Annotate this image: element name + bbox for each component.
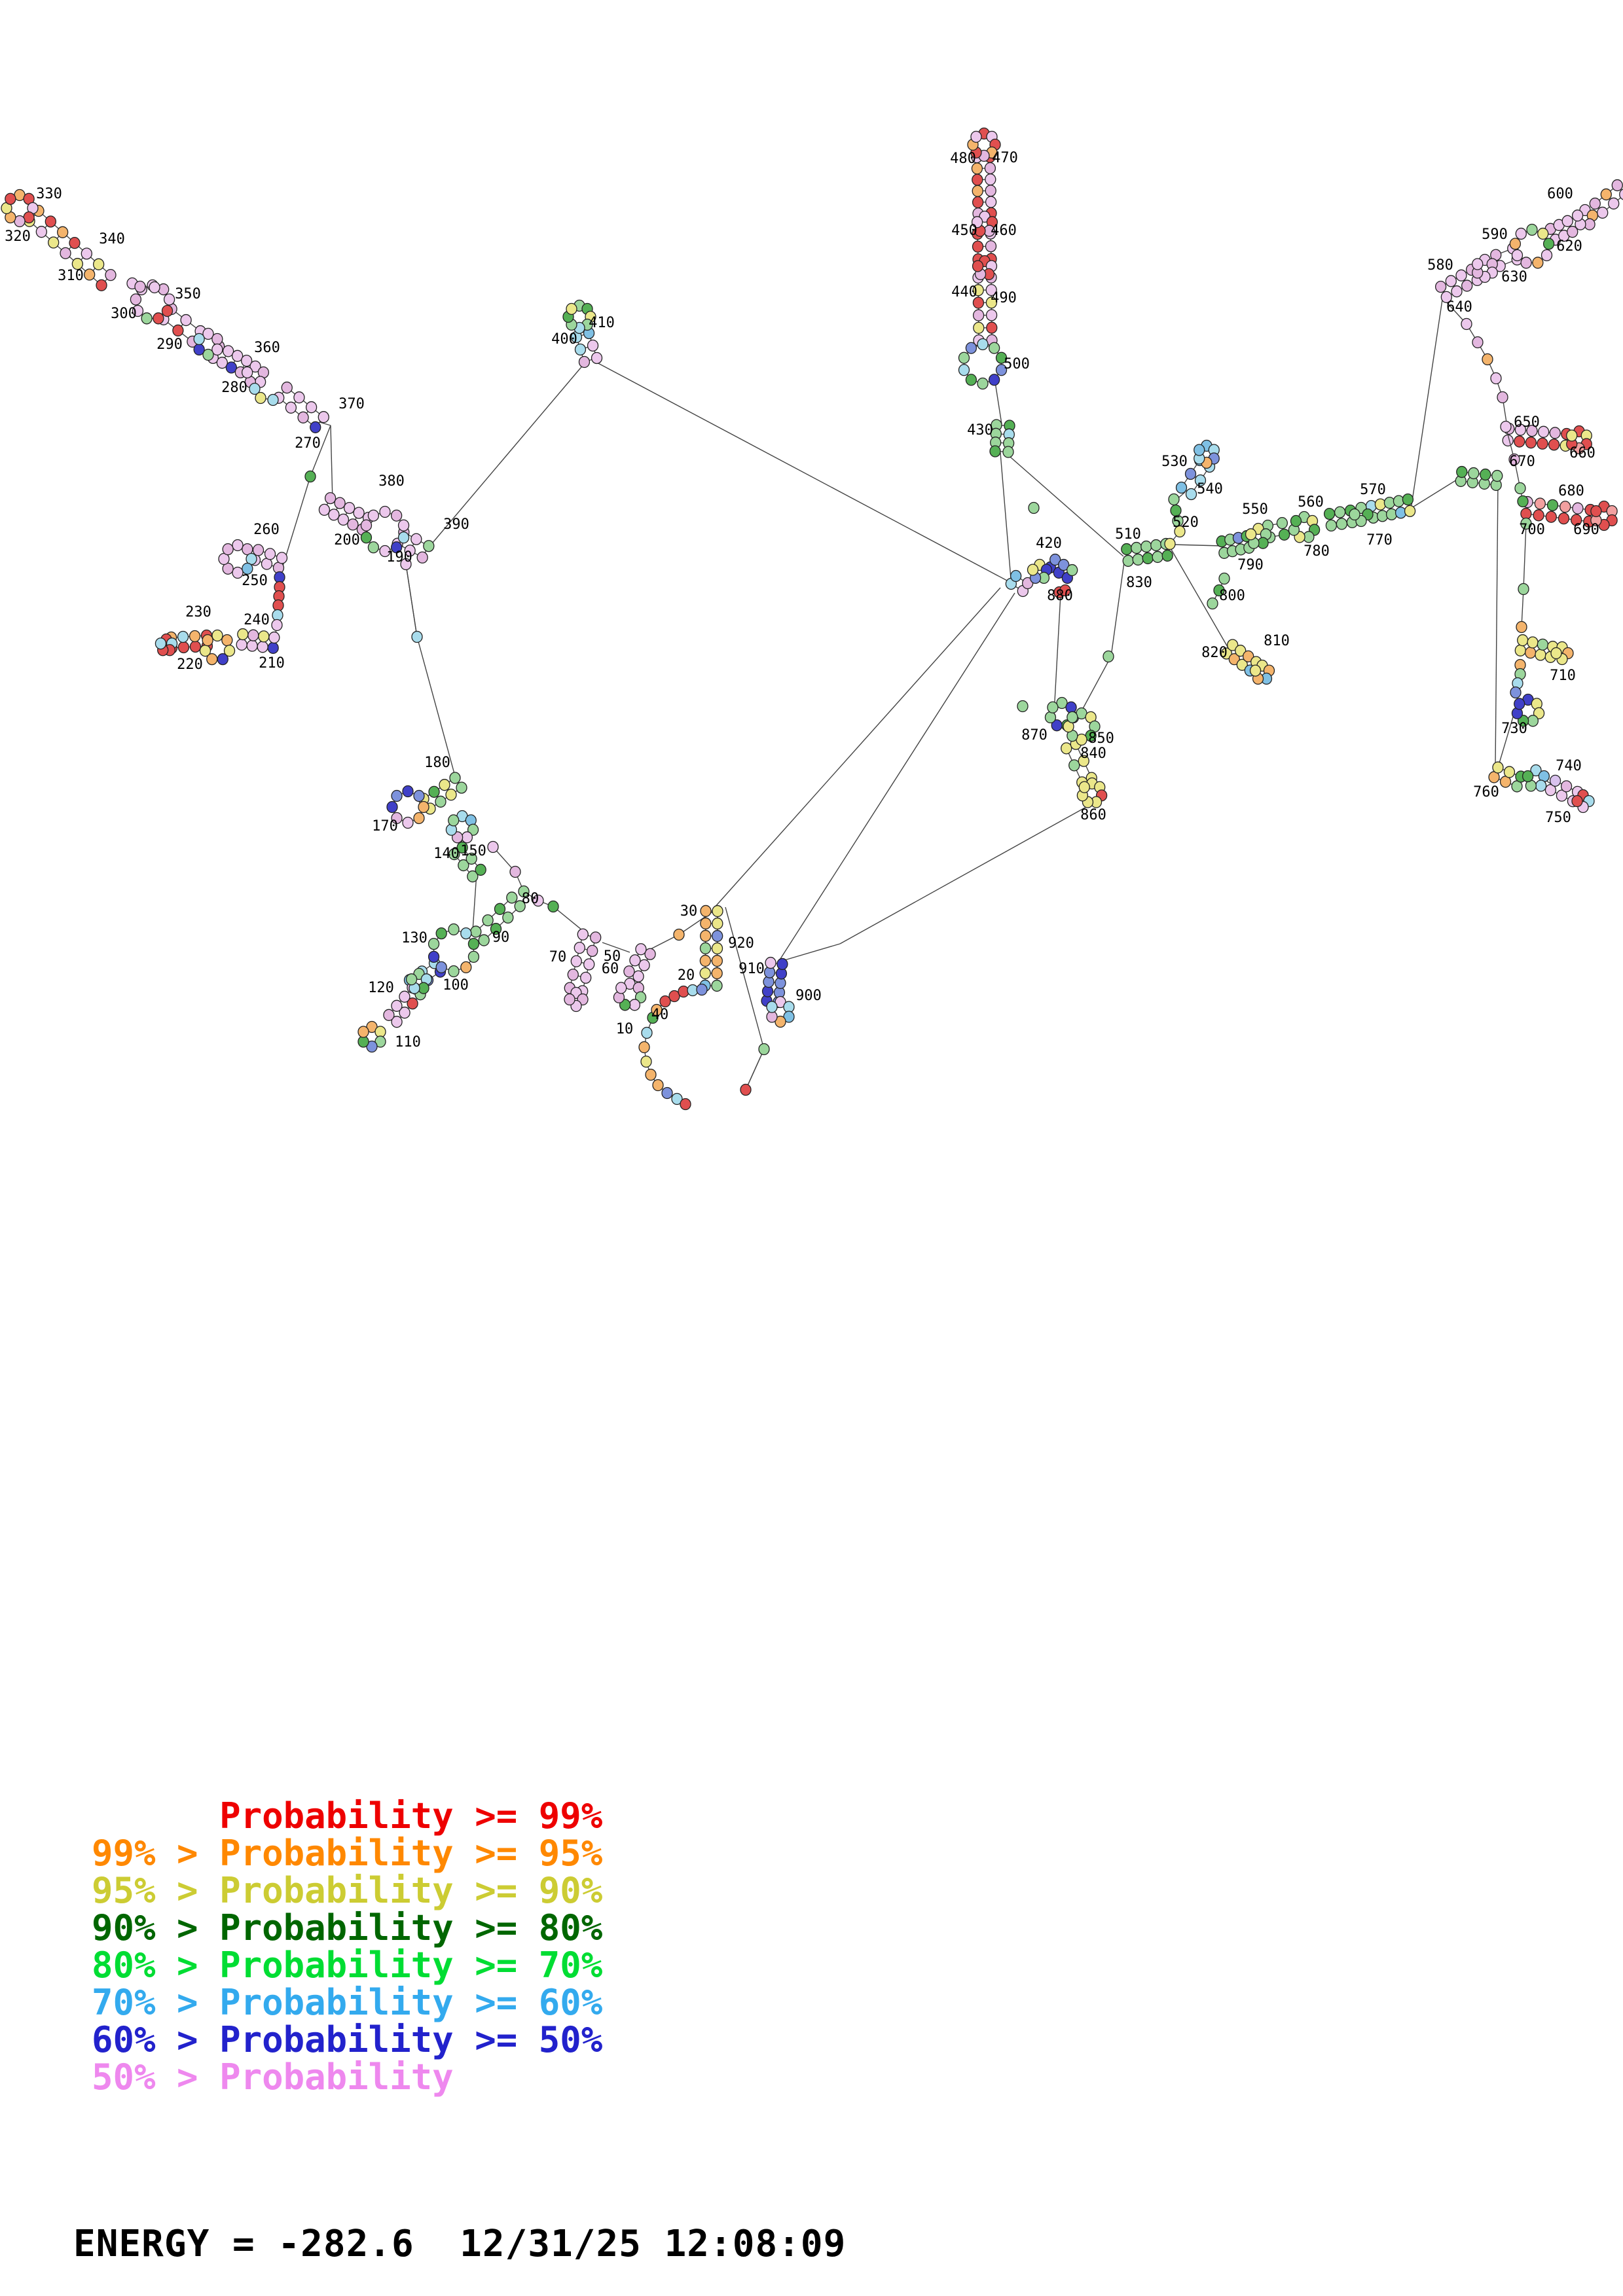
loop <box>767 997 794 1028</box>
residue-number-label <box>551 331 577 348</box>
residue-number-label <box>424 755 450 771</box>
loop <box>446 811 478 843</box>
residue-number-label <box>1080 807 1106 823</box>
helix <box>1366 494 1415 524</box>
residue-number-label <box>1237 557 1264 573</box>
loop <box>1194 440 1220 469</box>
chain <box>1029 503 1039 514</box>
residue-number-label <box>1219 588 1245 604</box>
chain <box>1510 660 1525 698</box>
svg-text:740: 740 <box>1556 758 1582 774</box>
residue-number-label <box>1482 226 1508 243</box>
chain <box>401 559 422 643</box>
svg-text:620: 620 <box>1556 238 1582 255</box>
residue-number-label <box>386 549 412 565</box>
residue-number-label <box>460 843 486 859</box>
backbone-line <box>1412 300 1442 505</box>
svg-text:550: 550 <box>1242 501 1268 518</box>
svg-text:320: 320 <box>5 228 31 245</box>
svg-text:870: 870 <box>1021 727 1048 744</box>
legend-row: 90% > Probability >= 80% <box>92 1907 603 1948</box>
residue-number-label <box>991 290 1017 306</box>
backbone-line <box>714 588 1000 908</box>
residue-number-label <box>589 315 615 331</box>
residue-number-label <box>1547 186 1573 202</box>
loop <box>429 924 479 977</box>
svg-text:170: 170 <box>372 818 398 834</box>
residue-number-label <box>372 818 398 834</box>
residue-number-label <box>1173 514 1199 531</box>
residue-number-label <box>1558 483 1584 499</box>
svg-text:780: 780 <box>1304 543 1330 560</box>
svg-text:460: 460 <box>991 223 1017 239</box>
svg-text:270: 270 <box>295 435 321 452</box>
residue-number-label <box>604 948 621 965</box>
svg-text:580: 580 <box>1427 257 1453 274</box>
svg-text:700: 700 <box>1519 522 1545 538</box>
residue-number-label <box>739 961 765 977</box>
residue-number-label <box>334 532 360 548</box>
svg-text:800: 800 <box>1219 588 1245 604</box>
svg-text:290: 290 <box>156 336 183 353</box>
svg-text:10: 10 <box>615 1021 634 1037</box>
helix <box>1006 571 1032 597</box>
residue-number-label <box>522 891 539 907</box>
svg-text:110: 110 <box>395 1034 421 1050</box>
loop <box>358 1022 386 1052</box>
svg-text:820: 820 <box>1201 645 1228 661</box>
residue-number-label <box>1550 668 1576 684</box>
helix <box>973 272 997 346</box>
residue-number-label <box>1427 257 1453 274</box>
svg-text:730: 730 <box>1501 721 1527 737</box>
svg-text:560: 560 <box>1298 494 1324 511</box>
residue-number-label <box>1360 482 1386 498</box>
residue-number-label <box>1519 522 1545 538</box>
loop <box>1472 255 1498 283</box>
residue-number-label <box>1264 633 1290 649</box>
residue-number-label <box>295 435 321 452</box>
svg-text:540: 540 <box>1197 481 1223 497</box>
chain <box>740 1044 769 1096</box>
backbone-line <box>594 361 1008 581</box>
svg-text:90: 90 <box>492 929 510 946</box>
svg-text:280: 280 <box>221 380 247 396</box>
backbone-line <box>995 382 1002 424</box>
residue-number-label <box>1021 727 1048 744</box>
svg-text:830: 830 <box>1126 575 1152 591</box>
svg-text:670: 670 <box>1509 454 1535 470</box>
residue-number-label <box>1080 745 1106 762</box>
svg-text:470: 470 <box>992 150 1018 166</box>
residue-number-label <box>1446 299 1472 315</box>
svg-text:250: 250 <box>242 573 268 589</box>
chain <box>305 471 316 482</box>
residue-number-label <box>1501 269 1527 285</box>
svg-text:430: 430 <box>967 422 993 439</box>
svg-text:440: 440 <box>951 284 977 300</box>
chain <box>272 572 285 631</box>
loop <box>1523 765 1550 792</box>
legend-row: 95% > Probability >= 90% <box>92 1870 603 1911</box>
svg-text:920: 920 <box>728 935 754 952</box>
svg-text:330: 330 <box>36 186 62 202</box>
svg-text:140: 140 <box>433 846 460 862</box>
svg-text:70: 70 <box>549 949 567 965</box>
residue-number-label <box>1556 758 1582 774</box>
svg-text:480: 480 <box>950 151 976 167</box>
helix <box>990 420 1015 457</box>
chain <box>1103 651 1114 662</box>
residue-number-label <box>1197 481 1223 497</box>
svg-text:420: 420 <box>1036 535 1062 552</box>
svg-text:680: 680 <box>1558 483 1584 499</box>
residue-number-label <box>185 604 211 620</box>
svg-text:450: 450 <box>951 223 977 239</box>
residue-number-label <box>1088 730 1114 747</box>
backbone-line <box>1111 558 1125 656</box>
backbone-line <box>840 804 1092 944</box>
residue-number-label <box>951 223 977 239</box>
svg-text:300: 300 <box>111 306 137 322</box>
svg-text:770: 770 <box>1366 532 1393 548</box>
residue-number-label <box>368 980 394 996</box>
svg-text:860: 860 <box>1080 807 1106 823</box>
residue-number-label <box>99 231 125 247</box>
svg-text:750: 750 <box>1545 810 1571 826</box>
residue-number-label <box>253 522 280 538</box>
residue-number-label <box>1201 645 1228 661</box>
backbone-line <box>1000 453 1011 579</box>
svg-text:220: 220 <box>177 656 203 673</box>
residue-number-label <box>1304 543 1330 560</box>
svg-text:310: 310 <box>58 268 84 284</box>
helix <box>564 929 600 997</box>
svg-text:410: 410 <box>589 315 615 331</box>
residue-number-label <box>678 967 695 984</box>
svg-text:710: 710 <box>1550 668 1576 684</box>
residue-number-label <box>1115 526 1141 543</box>
backbone-line <box>779 593 1015 961</box>
svg-text:190: 190 <box>386 549 412 565</box>
svg-text:230: 230 <box>185 604 211 620</box>
residue-number-label <box>1366 532 1393 548</box>
residue-number-label <box>1545 810 1571 826</box>
backbone-line <box>1412 478 1460 508</box>
svg-text:790: 790 <box>1237 557 1264 573</box>
svg-text:380: 380 <box>378 473 405 490</box>
svg-text:880: 880 <box>1047 588 1073 604</box>
svg-text:510: 510 <box>1115 526 1141 543</box>
svg-text:900: 900 <box>795 988 822 1004</box>
legend-row: 99% > Probability >= 95% <box>92 1833 603 1874</box>
residue-number-label <box>1161 454 1188 470</box>
svg-text:240: 240 <box>244 612 270 628</box>
residue-number-label <box>1004 356 1030 372</box>
loop <box>958 339 1006 389</box>
residue-number-label <box>1573 522 1599 538</box>
residue-number-label <box>36 186 62 202</box>
helix <box>274 382 329 433</box>
loop <box>1 190 38 227</box>
svg-text:650: 650 <box>1514 414 1540 431</box>
svg-text:600: 600 <box>1547 186 1573 202</box>
residue-number-label <box>951 284 977 300</box>
svg-text:500: 500 <box>1004 356 1030 372</box>
svg-text:570: 570 <box>1360 482 1386 498</box>
svg-text:360: 360 <box>254 340 280 356</box>
svg-text:80: 80 <box>521 891 539 907</box>
residue-number-label <box>728 935 754 952</box>
backbone-line <box>725 907 764 1049</box>
svg-text:50: 50 <box>603 948 621 965</box>
chain <box>1017 701 1028 712</box>
svg-text:60: 60 <box>601 961 619 977</box>
backbone-line <box>1080 656 1111 713</box>
loop <box>613 978 646 1011</box>
probability-legend <box>92 1797 602 2096</box>
residue-number-label <box>443 516 469 533</box>
energy-readout: ENERGY = -282.6 12/31/25 12:08:09 <box>73 2223 847 2265</box>
residue-number-label <box>433 846 460 862</box>
legend-row: 70% > Probability >= 60% <box>92 1982 603 2023</box>
loop <box>200 630 234 665</box>
residue-number-label <box>1514 414 1540 431</box>
svg-text:520: 520 <box>1173 514 1199 531</box>
loop <box>407 969 432 994</box>
residue-number-label <box>991 223 1017 239</box>
backbone-line <box>1054 594 1061 713</box>
backbone-line <box>778 944 840 962</box>
residue-number-label <box>443 977 469 994</box>
svg-text:30: 30 <box>680 903 698 920</box>
svg-text:640: 640 <box>1446 299 1472 315</box>
residue-number-label <box>492 929 510 946</box>
svg-text:910: 910 <box>739 961 765 977</box>
residue-number-label <box>175 286 201 302</box>
backbone-line <box>1172 545 1222 546</box>
svg-text:490: 490 <box>991 290 1017 306</box>
svg-text:660: 660 <box>1569 445 1596 461</box>
residue-number-label <box>680 903 698 920</box>
svg-text:370: 370 <box>338 396 365 412</box>
svg-text:760: 760 <box>1473 784 1499 800</box>
svg-text:180: 180 <box>424 755 450 771</box>
backbone-line <box>1495 482 1498 767</box>
residue-number-label <box>1556 238 1582 255</box>
backbone-line <box>1006 453 1123 556</box>
svg-text:100: 100 <box>443 977 469 994</box>
svg-text:340: 340 <box>99 231 125 247</box>
svg-text:130: 130 <box>401 930 428 946</box>
legend-row: 80% > Probability >= 70% <box>92 1945 603 1986</box>
svg-text:810: 810 <box>1264 633 1290 649</box>
helix <box>700 905 723 991</box>
loop <box>1288 512 1319 543</box>
svg-text:40: 40 <box>651 1007 669 1023</box>
residue-number-label <box>1126 575 1152 591</box>
residue-number-label <box>5 228 31 245</box>
svg-text:530: 530 <box>1161 454 1188 470</box>
residue-number-label <box>338 396 365 412</box>
residue-number-label <box>221 380 247 396</box>
svg-text:200: 200 <box>334 532 360 548</box>
residue-number-label <box>795 988 822 1004</box>
svg-text:400: 400 <box>551 331 577 348</box>
legend-row: 50% > Probability <box>92 2056 454 2098</box>
helix <box>624 944 655 982</box>
residue-number-label <box>177 656 203 673</box>
svg-text:390: 390 <box>443 516 469 533</box>
residue-number-label <box>1501 721 1527 737</box>
residue-number-label <box>378 473 405 490</box>
svg-text:840: 840 <box>1080 745 1106 762</box>
svg-text:850: 850 <box>1088 730 1114 747</box>
svg-text:120: 120 <box>368 980 394 996</box>
residue-number-label <box>259 655 285 672</box>
residue-number-label <box>1242 501 1268 518</box>
legend-row: 60% > Probability >= 50% <box>92 2019 603 2060</box>
residue-number-label <box>992 150 1018 166</box>
svg-text:20: 20 <box>677 967 695 984</box>
svg-text:350: 350 <box>175 286 201 302</box>
helix <box>1455 467 1503 491</box>
residue-number-label <box>1473 784 1499 800</box>
residue-number-label <box>244 612 270 628</box>
residue-number-label <box>1509 454 1535 470</box>
residue-number-label <box>1298 494 1324 511</box>
legend-row: Probability >= 99% <box>92 1795 603 1837</box>
residue-number-label <box>401 930 428 946</box>
helix <box>236 629 280 654</box>
residue-number-label <box>1569 445 1596 461</box>
residue-number-label <box>156 336 183 353</box>
svg-text:150: 150 <box>460 843 486 859</box>
residue-number-label <box>1036 535 1062 552</box>
residue-number-label <box>651 1007 669 1023</box>
loop <box>1077 778 1106 808</box>
residue-number-label <box>616 1021 634 1037</box>
residue-number-label <box>395 1034 421 1050</box>
helix <box>1515 635 1558 663</box>
residue-number-label <box>254 340 280 356</box>
residue-number-label <box>967 422 993 439</box>
residue-number-label <box>111 306 137 322</box>
svg-text:630: 630 <box>1501 269 1527 285</box>
svg-text:210: 210 <box>259 655 285 672</box>
residue-number-label <box>242 573 268 589</box>
chain <box>1461 319 1508 403</box>
residue-number-label <box>1047 588 1073 604</box>
chain <box>639 1013 691 1110</box>
chain <box>674 929 684 941</box>
residue-number-label <box>58 268 84 284</box>
svg-text:590: 590 <box>1482 226 1508 243</box>
residue-number-label <box>549 949 567 965</box>
svg-text:260: 260 <box>253 522 280 538</box>
residue-number-label <box>950 151 976 167</box>
svg-text:690: 690 <box>1573 522 1599 538</box>
backbone-line <box>331 425 333 502</box>
